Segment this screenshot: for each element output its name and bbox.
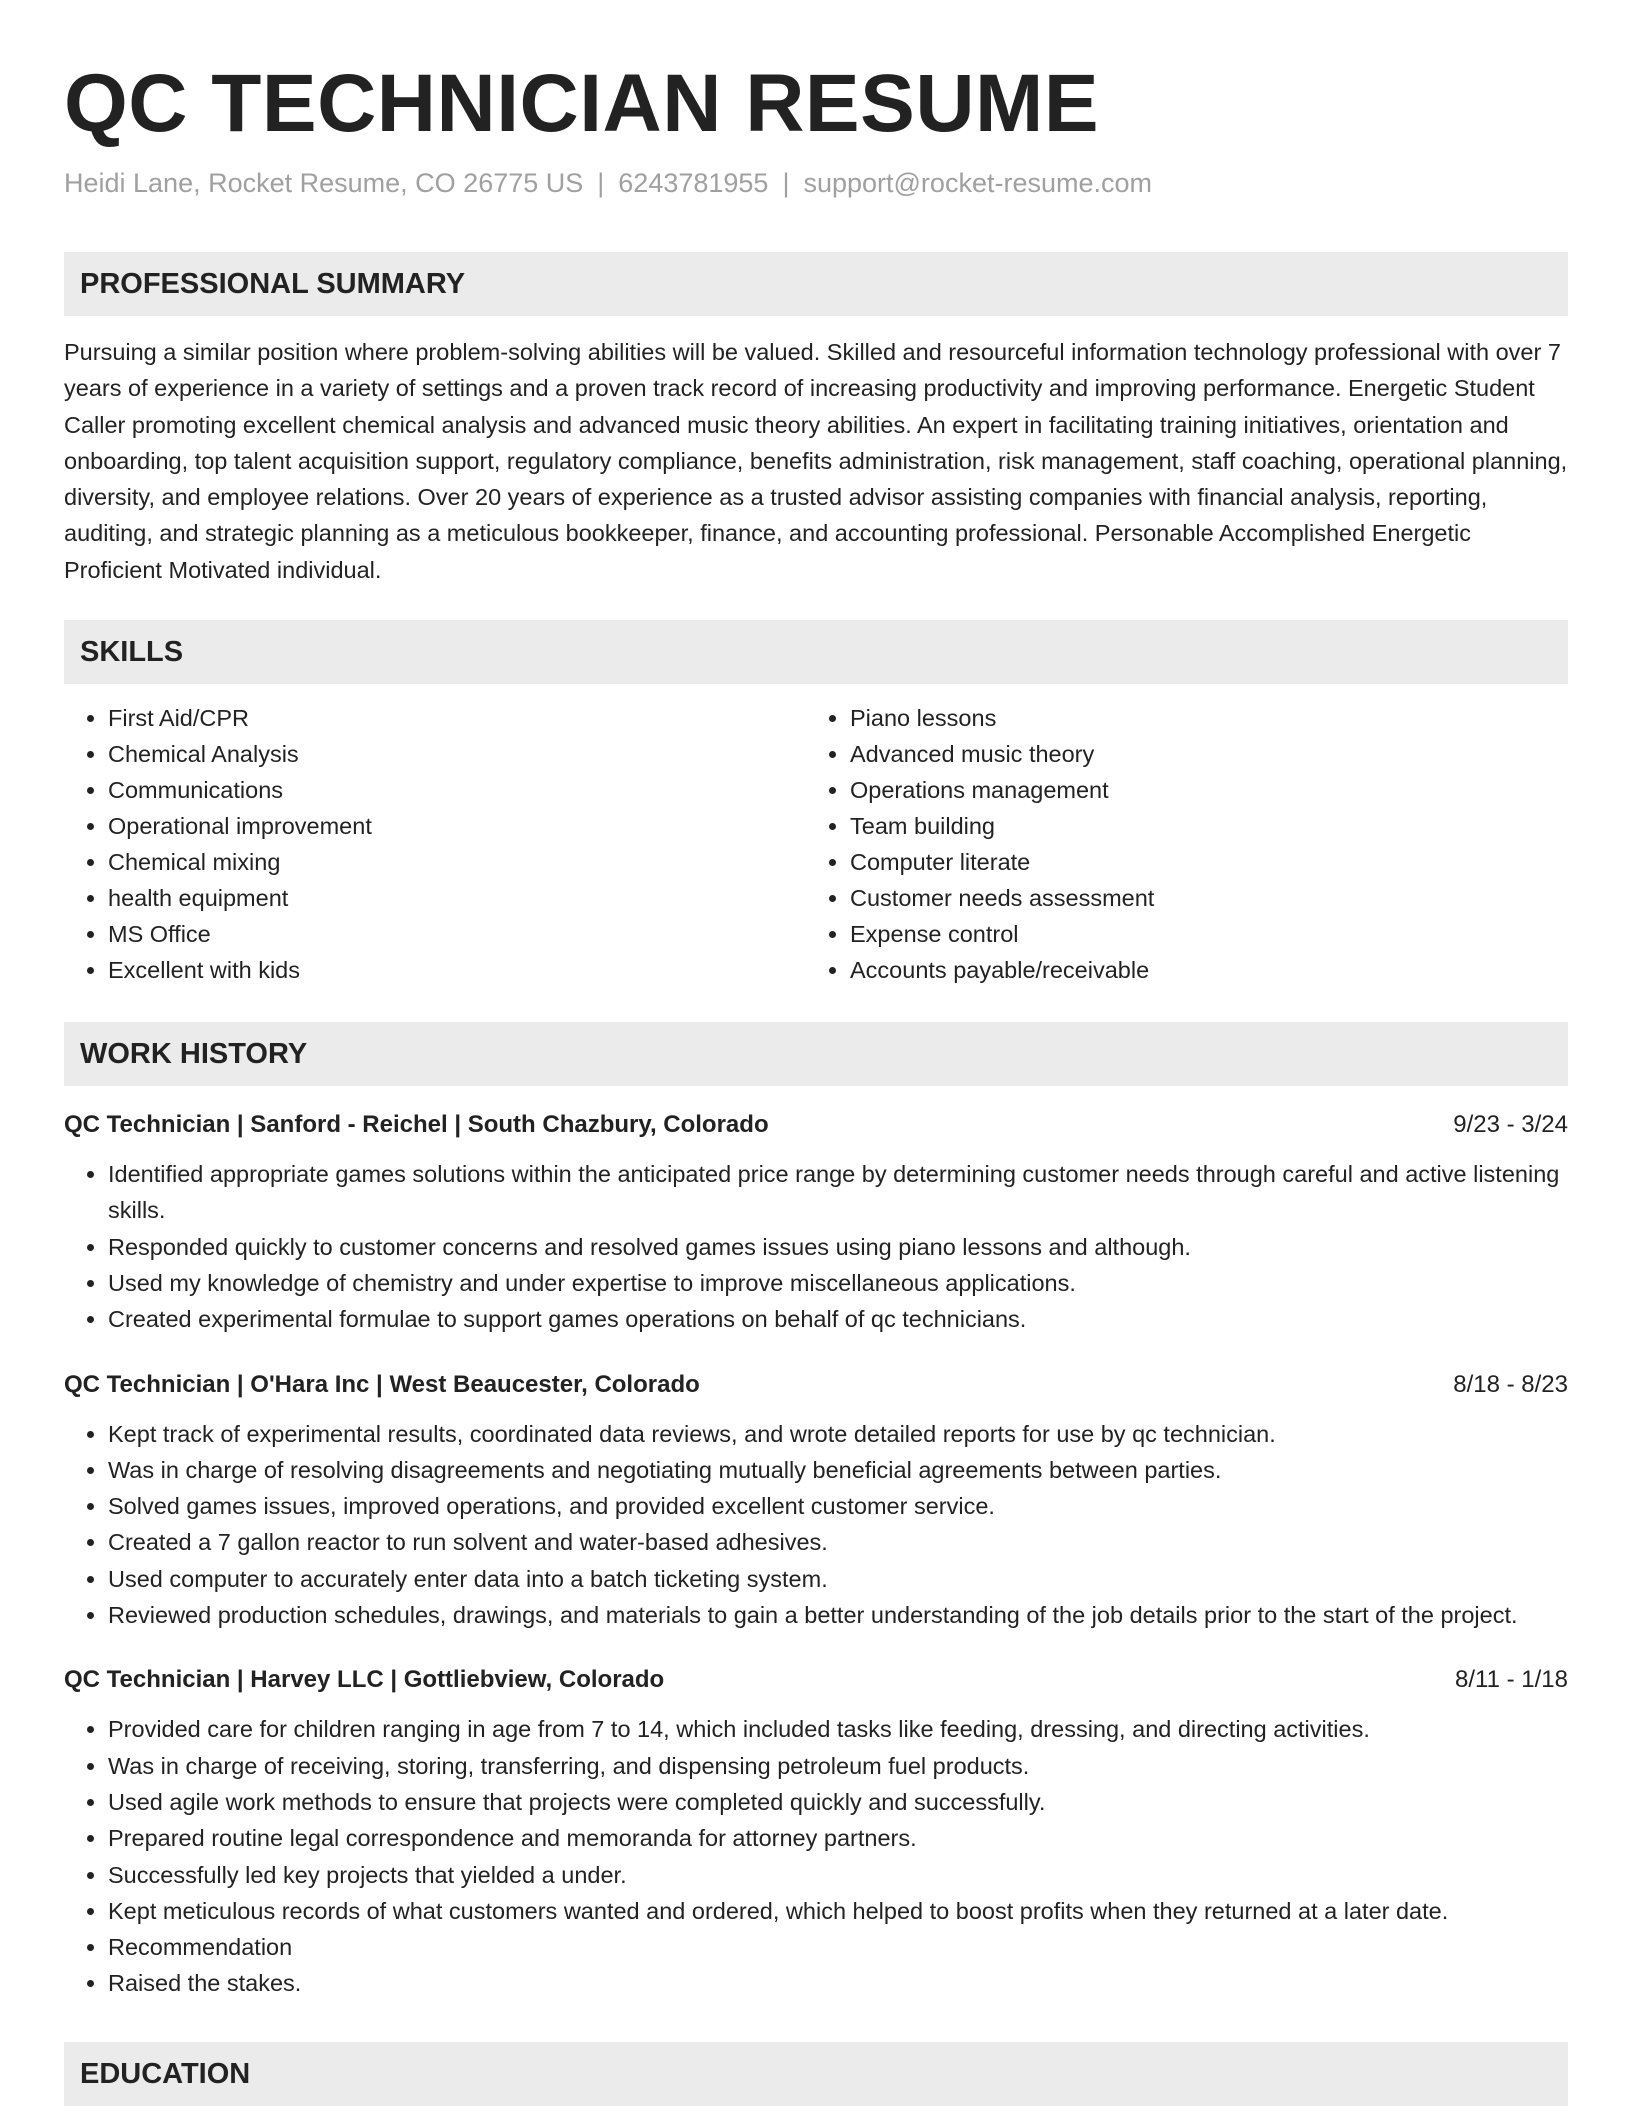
skill-item: • Operational improvement [108,808,806,844]
contact-line [64,166,1568,200]
job-bullet: • Recommendation [108,1929,1568,1965]
skill-item: • Expense control [850,916,1548,952]
job-title-row [64,1663,1568,1697]
contact-separator: | [597,168,605,198]
skill-item: • Chemical mixing [108,844,806,880]
job-entry [64,1663,1568,2001]
skill-item: • Excellent with kids [108,952,806,988]
job-bullet: • Provided care for children ranging in age from 7 to 14, which included tasks like feeding, dressing, and directing activities. [108,1711,1568,1747]
job-title: QC Technician | Harvey LLC | Gottliebview, Colorado [64,1666,665,1694]
resume-title: QC TECHNICIAN RESUME [64,58,1100,149]
contact-phone: 6243781955 [618,168,769,198]
skills-list-left [64,700,806,988]
skill-item: • First Aid/CPR [108,700,806,736]
skill-item: • Operations management [850,772,1548,808]
skill-item: • Accounts payable/receivable [850,952,1548,988]
resume-page [64,0,1568,2106]
job-bullet: • Used agile work methods to ensure that projects were completed quickly and successfully. [108,1784,1568,1820]
skill-item: • MS Office [108,916,806,952]
job-bullet: • Responded quickly to customer concerns and resolved games issues using piano lessons and although. [108,1229,1568,1265]
job-title-row [64,1108,1568,1142]
section-header-summary: PROFESSIONAL SUMMARY [64,252,1568,316]
job-bullet: • Was in charge of resolving disagreements and negotiating mutually beneficial agreements between parties. [108,1452,1568,1488]
skill-item: • Communications [108,772,806,808]
job-bullet: • Reviewed production schedules, drawings, and materials to gain a better understanding of the job details prior to the start of the project. [108,1597,1568,1633]
skill-item: • health equipment [108,880,806,916]
job-bullet: • Created experimental formulae to support games operations on behalf of qc technicians. [108,1301,1568,1337]
section-header-education: EDUCATION [64,2042,1568,2106]
job-bullet: • Identified appropriate games solutions within the anticipated price range by determining customer needs through careful and active listening skills. [108,1156,1568,1229]
job-entry [64,1108,1568,1337]
section-header-skills: SKILLS [64,620,1568,684]
skill-item: • Advanced music theory [850,736,1548,772]
job-title: QC Technician | O'Hara Inc | West Beaucester, Colorado [64,1370,700,1398]
job-bullet: • Raised the stakes. [108,1965,1568,2001]
job-bullet: • Kept meticulous records of what customers wanted and ordered, which helped to boost profits when they returned at a later date. [108,1893,1568,1929]
job-dates: 9/23 - 3/24 [1453,1111,1568,1139]
skills-list-right [806,700,1548,988]
job-bullets [64,1416,1568,1634]
job-dates: 8/18 - 8/23 [1453,1370,1568,1398]
job-bullet: • Kept track of experimental results, coordinated data reviews, and wrote detailed reports for use by qc technician. [108,1416,1568,1452]
skill-item: • Customer needs assessment [850,880,1548,916]
job-bullet: • Used computer to accurately enter data into a batch ticketing system. [108,1561,1568,1597]
contact-email: support@rocket-resume.com [803,168,1152,198]
contact-separator: | [782,168,790,198]
skill-item: • Piano lessons [850,700,1548,736]
job-bullets [64,1711,1568,2001]
job-bullet: • Solved games issues, improved operations, and provided excellent customer service. [108,1488,1568,1524]
contact-address: Heidi Lane, Rocket Resume, CO 26775 US [64,168,584,198]
job-title-row [64,1368,1568,1402]
job-bullet: • Successfully led key projects that yielded a under. [108,1857,1568,1893]
skill-item: • Chemical Analysis [108,736,806,772]
skill-item: • Computer literate [850,844,1548,880]
job-bullet: • Used my knowledge of chemistry and under expertise to improve miscellaneous applications. [108,1265,1568,1301]
job-bullet: • Was in charge of receiving, storing, transferring, and dispensing petroleum fuel products. [108,1748,1568,1784]
job-entry [64,1368,1568,1634]
skills-columns [64,700,1568,988]
job-bullet: • Created a 7 gallon reactor to run solvent and water-based adhesives. [108,1524,1568,1560]
section-header-work-history: WORK HISTORY [64,1022,1568,1086]
job-dates: 8/11 - 1/18 [1455,1666,1568,1694]
job-title: QC Technician | Sanford - Reichel | South Chazbury, Colorado [64,1111,769,1139]
summary-text: Pursuing a similar position where problem-solving abilities will be valued. Skilled and resourceful information technology professional with over 7 years of experience in a variety of settings and a proven track record of increasing productivity and improving performance. Energetic Student Caller promoting excellent chemical analysis and advanced music theory abilities. An expert in facilitating training initiatives, orientation and onboarding, top talent acquisition support, regulatory compliance, benefits administration, risk management, staff coaching, operational planning, diversity, and employee relations. Over 20 years of experience as a trusted advisor assisting companies with financial analysis, reporting, auditing, and strategic planning as a meticulous bookkeeper, finance, and accounting professional. Personable Accomplished Energetic Proficient Motivated individual. [64,339,1568,583]
job-bullets [64,1156,1568,1337]
job-bullet: • Prepared routine legal correspondence and memoranda for attorney partners. [108,1820,1568,1856]
skill-item: • Team building [850,808,1548,844]
